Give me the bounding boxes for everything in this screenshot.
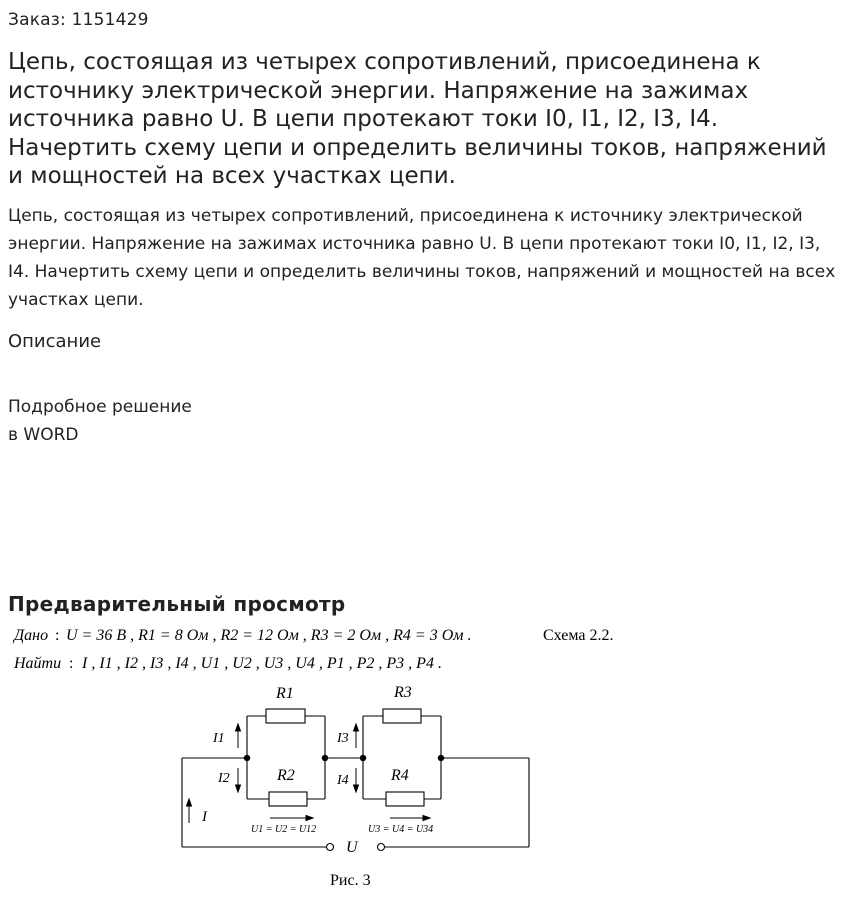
scheme-label: Схема 2.2. bbox=[543, 627, 614, 644]
given-values: U = 36 B , R1 = 8 Ом , R2 = 12 Ом , R3 = 2 Ом , R4 = 3 Ом . bbox=[66, 627, 472, 644]
label-i4: I4 bbox=[337, 773, 349, 788]
label-i3: I3 bbox=[337, 731, 349, 746]
label-i: I bbox=[202, 809, 207, 825]
task-body: Цепь, состоящая из четырех сопротивлений, присоединена к источнику электрической энергии. Напряжение на зажимах источника равно U. В цепи протекают токи I0, I1, I2, I3, I4. Начертить схему цепи и определить величины токов, напряжений и мощностей на всех участках цепи. bbox=[8, 206, 836, 310]
label-i2: I2 bbox=[218, 771, 230, 786]
preview-image bbox=[0, 618, 847, 901]
junction-dot bbox=[438, 755, 444, 761]
svg-text::: : bbox=[69, 655, 74, 672]
label-r4: R4 bbox=[391, 767, 409, 784]
resistor-r4 bbox=[386, 792, 424, 806]
label-r3: R3 bbox=[394, 684, 412, 701]
given-label: Дано bbox=[14, 627, 49, 644]
resistor-r2 bbox=[269, 792, 307, 806]
circuit-preview-svg bbox=[0, 618, 847, 901]
find-values: I , I1 , I2 , I3 , I4 , U1 , U2 , U3 , U4 , P1 , P2 , P3 , P4 . bbox=[82, 655, 442, 672]
source-terminal bbox=[378, 844, 385, 851]
junction-dot bbox=[322, 755, 328, 761]
figure-caption: Рис. 3 bbox=[330, 872, 371, 889]
label-u34: U3 = U4 = U34 bbox=[368, 824, 434, 835]
source-terminal bbox=[327, 844, 334, 851]
label-i1: I1 bbox=[213, 731, 225, 746]
label-r2: R2 bbox=[277, 767, 295, 784]
junction-dot bbox=[360, 755, 366, 761]
resistor-r3 bbox=[383, 709, 421, 723]
task-title: Цепь, состоящая из четырех сопротивлений, присоединена к источнику электрической энергии. Напряжение на зажимах источника равно U. В цепи протекают токи I0, I1, I2, I3, I4. Начертить схему цепи и определить величины токов, напряжений и мощностей на всех участках цепи. bbox=[8, 49, 827, 189]
resistor-r1 bbox=[266, 709, 305, 723]
label-u: U bbox=[346, 839, 358, 856]
label-r1: R1 bbox=[276, 685, 294, 702]
order-number: Заказ: 1151429 bbox=[8, 10, 149, 30]
preview-heading: Предварительный просмотр bbox=[8, 592, 346, 616]
solution-info bbox=[8, 393, 192, 449]
junction-dot bbox=[244, 755, 250, 761]
description-heading: Описание bbox=[8, 331, 102, 352]
label-u12: U1 = U2 = U12 bbox=[251, 824, 317, 835]
find-label: Найти bbox=[14, 655, 62, 672]
solution-line-format: в WORD bbox=[8, 425, 79, 445]
svg-text::: : bbox=[55, 627, 60, 644]
solution-line-detailed: Подробное решение bbox=[8, 397, 192, 417]
